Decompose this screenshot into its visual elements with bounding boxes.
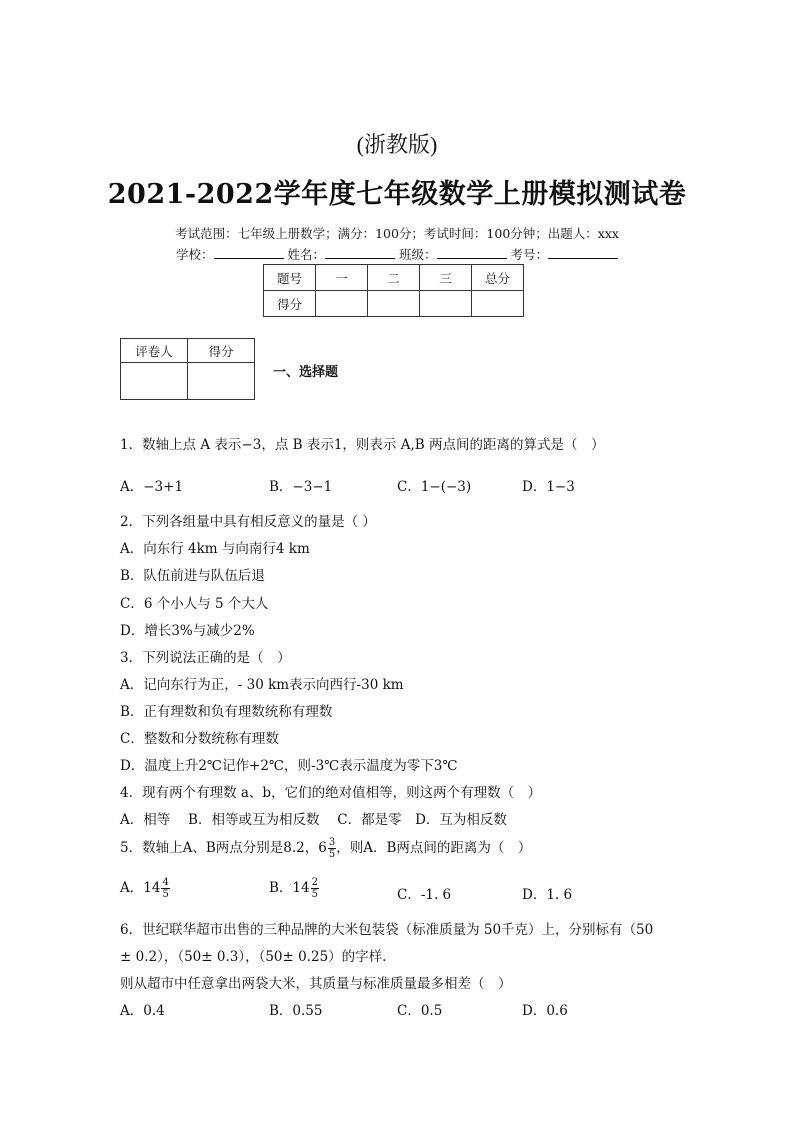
fraction-numerator: 3 xyxy=(328,836,336,848)
question-3-option-c: C．整数和分数统称有理数 xyxy=(120,731,279,747)
question-6-option-c: C．0.5 xyxy=(397,1003,443,1019)
question-5-option-b xyxy=(269,876,319,900)
exam-title: 2021-2022学年度七年级数学上册模拟测试卷 xyxy=(107,179,687,210)
question-2-option-a: A．向东行 4km 与向南行4 km xyxy=(120,541,310,557)
mixed-whole: 14 xyxy=(292,880,310,896)
score-cell[interactable] xyxy=(472,291,524,317)
question-6-option-b: B．0.55 xyxy=(269,1003,323,1019)
question-5-mixed-number xyxy=(318,837,336,860)
exam-number-label: 考号： xyxy=(510,247,548,262)
question-6-stem-line-1: 6．世纪联华超市出售的三种品牌的大米包装袋（标准质量为 50千克）上，分别标有（50 xyxy=(120,922,654,938)
question-5-option-c: C．-1. 6 xyxy=(397,887,452,903)
school-blank[interactable] xyxy=(214,246,284,259)
edition-label: (浙教版) xyxy=(356,132,438,157)
question-2-option-b: B．队伍前进与队伍后退 xyxy=(120,568,265,584)
question-3-option-d: D．温度上升2℃记作+2℃，则-3℃表示温度为零下3℃ xyxy=(120,758,458,774)
grader-cell[interactable] xyxy=(121,363,188,400)
fraction-numerator: 4 xyxy=(162,876,169,888)
question-2-option-d: D．增长3%与减少2% xyxy=(120,623,255,639)
fraction-denominator: 5 xyxy=(311,888,318,900)
score-cell[interactable] xyxy=(316,291,368,317)
question-1-stem: 1．数轴上点 A 表示−3，点 B 表示1，则表示 A,B 两点间的距离的算式是（ ） xyxy=(120,437,605,453)
question-6-option-d: D．0.6 xyxy=(522,1003,568,1019)
exam-number-blank[interactable] xyxy=(548,246,618,259)
class-blank[interactable] xyxy=(437,246,507,259)
name-label: 姓名： xyxy=(287,247,325,262)
question-6-stem-line-2: ± 0.2），（50± 0.3），（50± 0.25）的字样. xyxy=(120,949,387,965)
fraction-denominator: 5 xyxy=(328,848,336,860)
mixed-whole: 14 xyxy=(143,880,161,896)
mixed-whole: 6 xyxy=(318,840,327,856)
question-3-stem: 3．下列说法正确的是（ ） xyxy=(120,650,291,666)
grader-score-cell[interactable] xyxy=(188,363,255,400)
option-b-mixed-number xyxy=(292,877,319,900)
option-label: A． xyxy=(120,880,144,896)
fraction xyxy=(161,877,169,900)
score-header-3: 三 xyxy=(420,265,472,291)
school-label: 学校： xyxy=(175,247,214,262)
question-3-option-a: A．记向东行为正，- 30 km表示向西行-30 km xyxy=(120,677,404,693)
question-1-option-a: A．−3+1 xyxy=(120,479,184,495)
question-5-stem-post: ，则A．B两点间的距离为（ ） xyxy=(336,840,532,856)
question-4-stem: 4．现有两个有理数 a、b，它们的绝对值相等，则这两个有理数（ ） xyxy=(120,785,542,801)
section-title: 一、选择题 xyxy=(273,365,339,380)
score-header-qnum: 题号 xyxy=(264,265,316,291)
question-2-stem: 2．下列各组量中具有相反意义的量是（ ） xyxy=(120,514,376,530)
fraction xyxy=(311,877,319,900)
question-4-options: A．相等 B．相等或互为相反数 C．都是零 D．互为相反数 xyxy=(120,812,507,828)
question-5-option-a xyxy=(120,876,170,900)
question-6-stem-line-3: 则从超市中任意拿出两袋大米，其质量与标准质量最多相差（ ） xyxy=(120,976,512,992)
score-table xyxy=(263,264,524,317)
score-cell[interactable] xyxy=(368,291,420,317)
grader-score-header: 得分 xyxy=(188,339,255,363)
class-label: 班级： xyxy=(398,247,437,262)
score-header-total: 总分 xyxy=(472,265,524,291)
score-header-2: 二 xyxy=(368,265,420,291)
question-5-stem-pre: 5．数轴上A、B两点分别是8.2， xyxy=(120,840,319,856)
grader-table xyxy=(120,338,255,400)
grader-header: 评卷人 xyxy=(121,339,188,363)
option-a-mixed-number xyxy=(143,877,170,900)
question-1-option-c: C．1−(−3) xyxy=(397,479,472,495)
fraction-denominator: 5 xyxy=(162,888,169,900)
score-cell[interactable] xyxy=(420,291,472,317)
score-row-label: 得分 xyxy=(264,291,316,317)
question-3-option-b: B．正有理数和负有理数统称有理数 xyxy=(120,704,333,720)
score-header-1: 一 xyxy=(316,265,368,291)
exam-info: 考试范围：七年级上册数学；满分：100分；考试时间：100分钟；出题人：xxx xyxy=(175,226,619,241)
question-1-option-d: D．1−3 xyxy=(522,479,575,495)
fraction xyxy=(328,837,336,860)
fraction-numerator: 2 xyxy=(311,876,318,888)
question-2-option-c: C．6 个小人与 5 个大人 xyxy=(120,596,269,612)
option-label: B． xyxy=(269,880,293,896)
name-blank[interactable] xyxy=(325,246,395,259)
student-fields xyxy=(0,245,794,263)
question-5-option-d: D．1. 6 xyxy=(522,887,573,903)
question-6-option-a: A．0.4 xyxy=(120,1003,165,1019)
question-1-option-b: B．−3−1 xyxy=(269,479,333,495)
question-5-stem xyxy=(120,836,531,860)
